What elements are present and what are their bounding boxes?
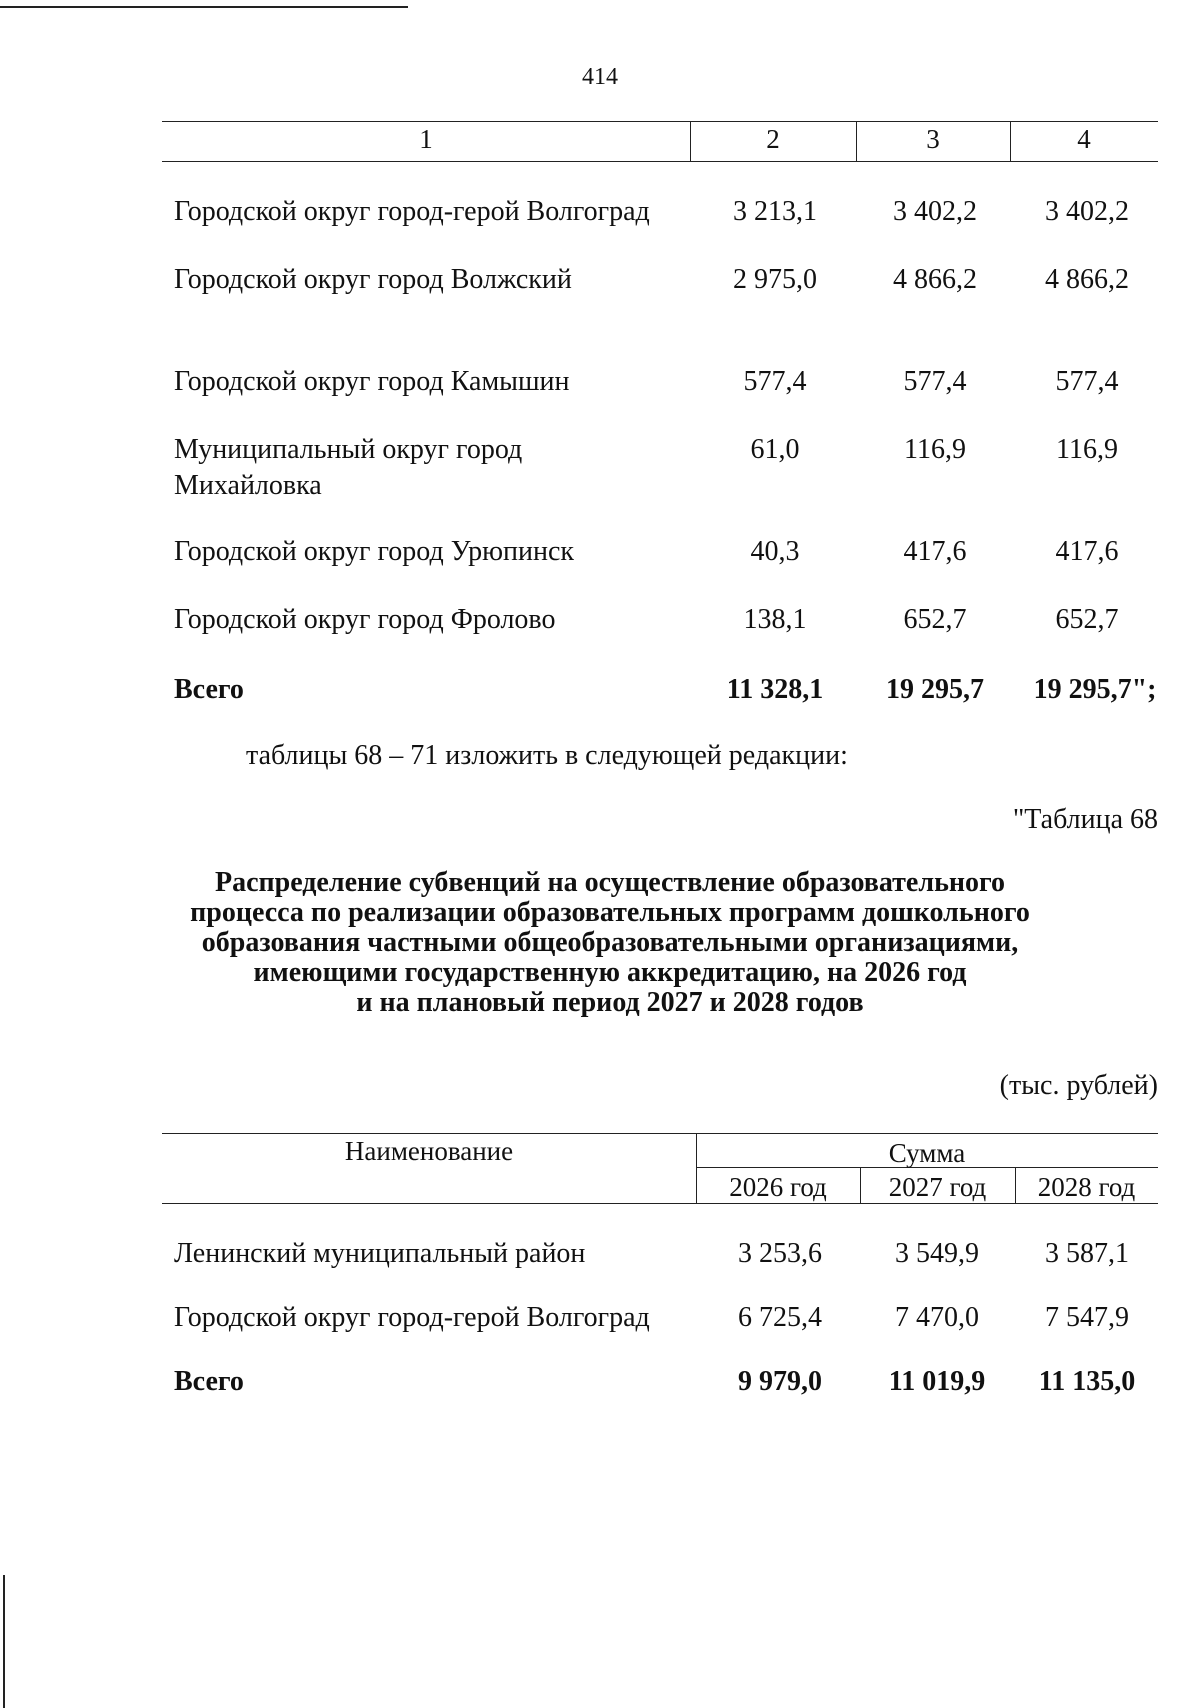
table2-row-name: Ленинский муниципальный район: [174, 1238, 586, 1269]
table1-cell: 577,4: [903, 366, 967, 397]
table1-cell: 61,0: [750, 434, 800, 465]
table1-header-cell: 1: [419, 124, 433, 154]
table1-row-name: Городской округ город Фролово: [174, 604, 556, 635]
table1-total-label: Всего: [174, 674, 244, 705]
table2-cell: 7 470,0: [895, 1302, 979, 1333]
table1-cell: 3 402,2: [1045, 196, 1129, 227]
table1-cell: 3 213,1: [733, 196, 817, 227]
table2-header-year: 2027 год: [888, 1172, 987, 1202]
scan-edge-top: [0, 6, 408, 8]
table2-cell: 6 725,4: [738, 1302, 822, 1333]
table-title-line: и на плановый период 2027 и 2028 годов: [356, 987, 864, 1018]
table1-cell: 40,3: [750, 536, 800, 567]
table1-cell: 116,9: [904, 434, 966, 465]
table2-top-rule: [162, 1133, 1158, 1134]
table1-cell: 577,4: [743, 366, 807, 397]
table1-cell: 652,7: [1055, 604, 1119, 635]
table1-total-cell: 19 295,7";: [1033, 674, 1157, 705]
table2-header-year: 2026 год: [729, 1172, 827, 1202]
table1-header-cell: 4: [1077, 124, 1091, 154]
table1-row-name: Муниципальный округ город: [174, 434, 523, 465]
table1-row-name: Городской округ город Волжский: [174, 264, 572, 295]
table2-cell: 3 549,9: [895, 1238, 979, 1269]
units-note: (тыс. рублей): [999, 1070, 1158, 1101]
table-title-line: Распределение субвенций на осуществление образовательного: [214, 867, 1006, 898]
table2-header-name: Наименование: [344, 1136, 514, 1166]
table1-cell: 417,6: [1055, 536, 1119, 567]
table2-total-cell: 11 019,9: [888, 1366, 986, 1397]
table1-row-name: Городской округ город Урюпинск: [174, 536, 574, 567]
table1-header-cell: 2: [766, 124, 780, 154]
table-title-line: процесса по реализации образовательных программ дошкольного: [190, 897, 1030, 928]
table2-cell: 3 253,6: [738, 1238, 822, 1269]
table2-total-cell: 11 135,0: [1038, 1366, 1136, 1397]
table1-row-name: Городской округ город-герой Волгоград: [174, 196, 650, 227]
table2-cell: 3 587,1: [1045, 1238, 1129, 1269]
table1-cell: 2 975,0: [733, 264, 817, 295]
table1-cell: 652,7: [903, 604, 967, 635]
table1-header-cell: 3: [926, 124, 940, 154]
table1-top-rule: [162, 121, 1158, 122]
table-title-line: образования частными общеобразовательными организациями,: [201, 927, 1019, 958]
table-title-line: имеющими государственную аккредитацию, на 2026 год: [253, 957, 967, 988]
table1-cell: 577,4: [1055, 366, 1119, 397]
table2-total-cell: 9 979,0: [738, 1366, 822, 1397]
table1-cell: 417,6: [903, 536, 967, 567]
table2-total-label: Всего: [174, 1366, 244, 1397]
table1-row-name-cont: Михайловка: [174, 470, 322, 501]
table-title: [160, 868, 1060, 1018]
table1-total-cell: 19 295,7: [886, 674, 984, 705]
table1-row-name: Городской округ город Камышин: [174, 366, 570, 397]
table2-header-rule: [162, 1203, 1158, 1204]
scan-edge-left: [3, 1575, 5, 1708]
amendment-paragraph: таблицы 68 – 71 изложить в следующей редакции:: [246, 740, 848, 771]
table1-header-rule: [162, 161, 1158, 162]
table2-header-sum: Сумма: [888, 1138, 966, 1168]
page-number: 414: [582, 64, 618, 90]
table2-header-year: 2028 год: [1037, 1172, 1136, 1202]
table1-total-cell: 11 328,1: [726, 674, 824, 705]
table2-cell: 7 547,9: [1045, 1302, 1129, 1333]
table1-cell: 4 866,2: [1045, 264, 1129, 295]
table1-cell: 3 402,2: [893, 196, 977, 227]
table-reference: "Таблица 68: [1012, 804, 1158, 835]
table1-cell: 138,1: [743, 604, 807, 635]
table2-row-name: Городской округ город-герой Волгоград: [174, 1302, 650, 1333]
table1-cell: 4 866,2: [893, 264, 977, 295]
table1-cell: 116,9: [1056, 434, 1118, 465]
